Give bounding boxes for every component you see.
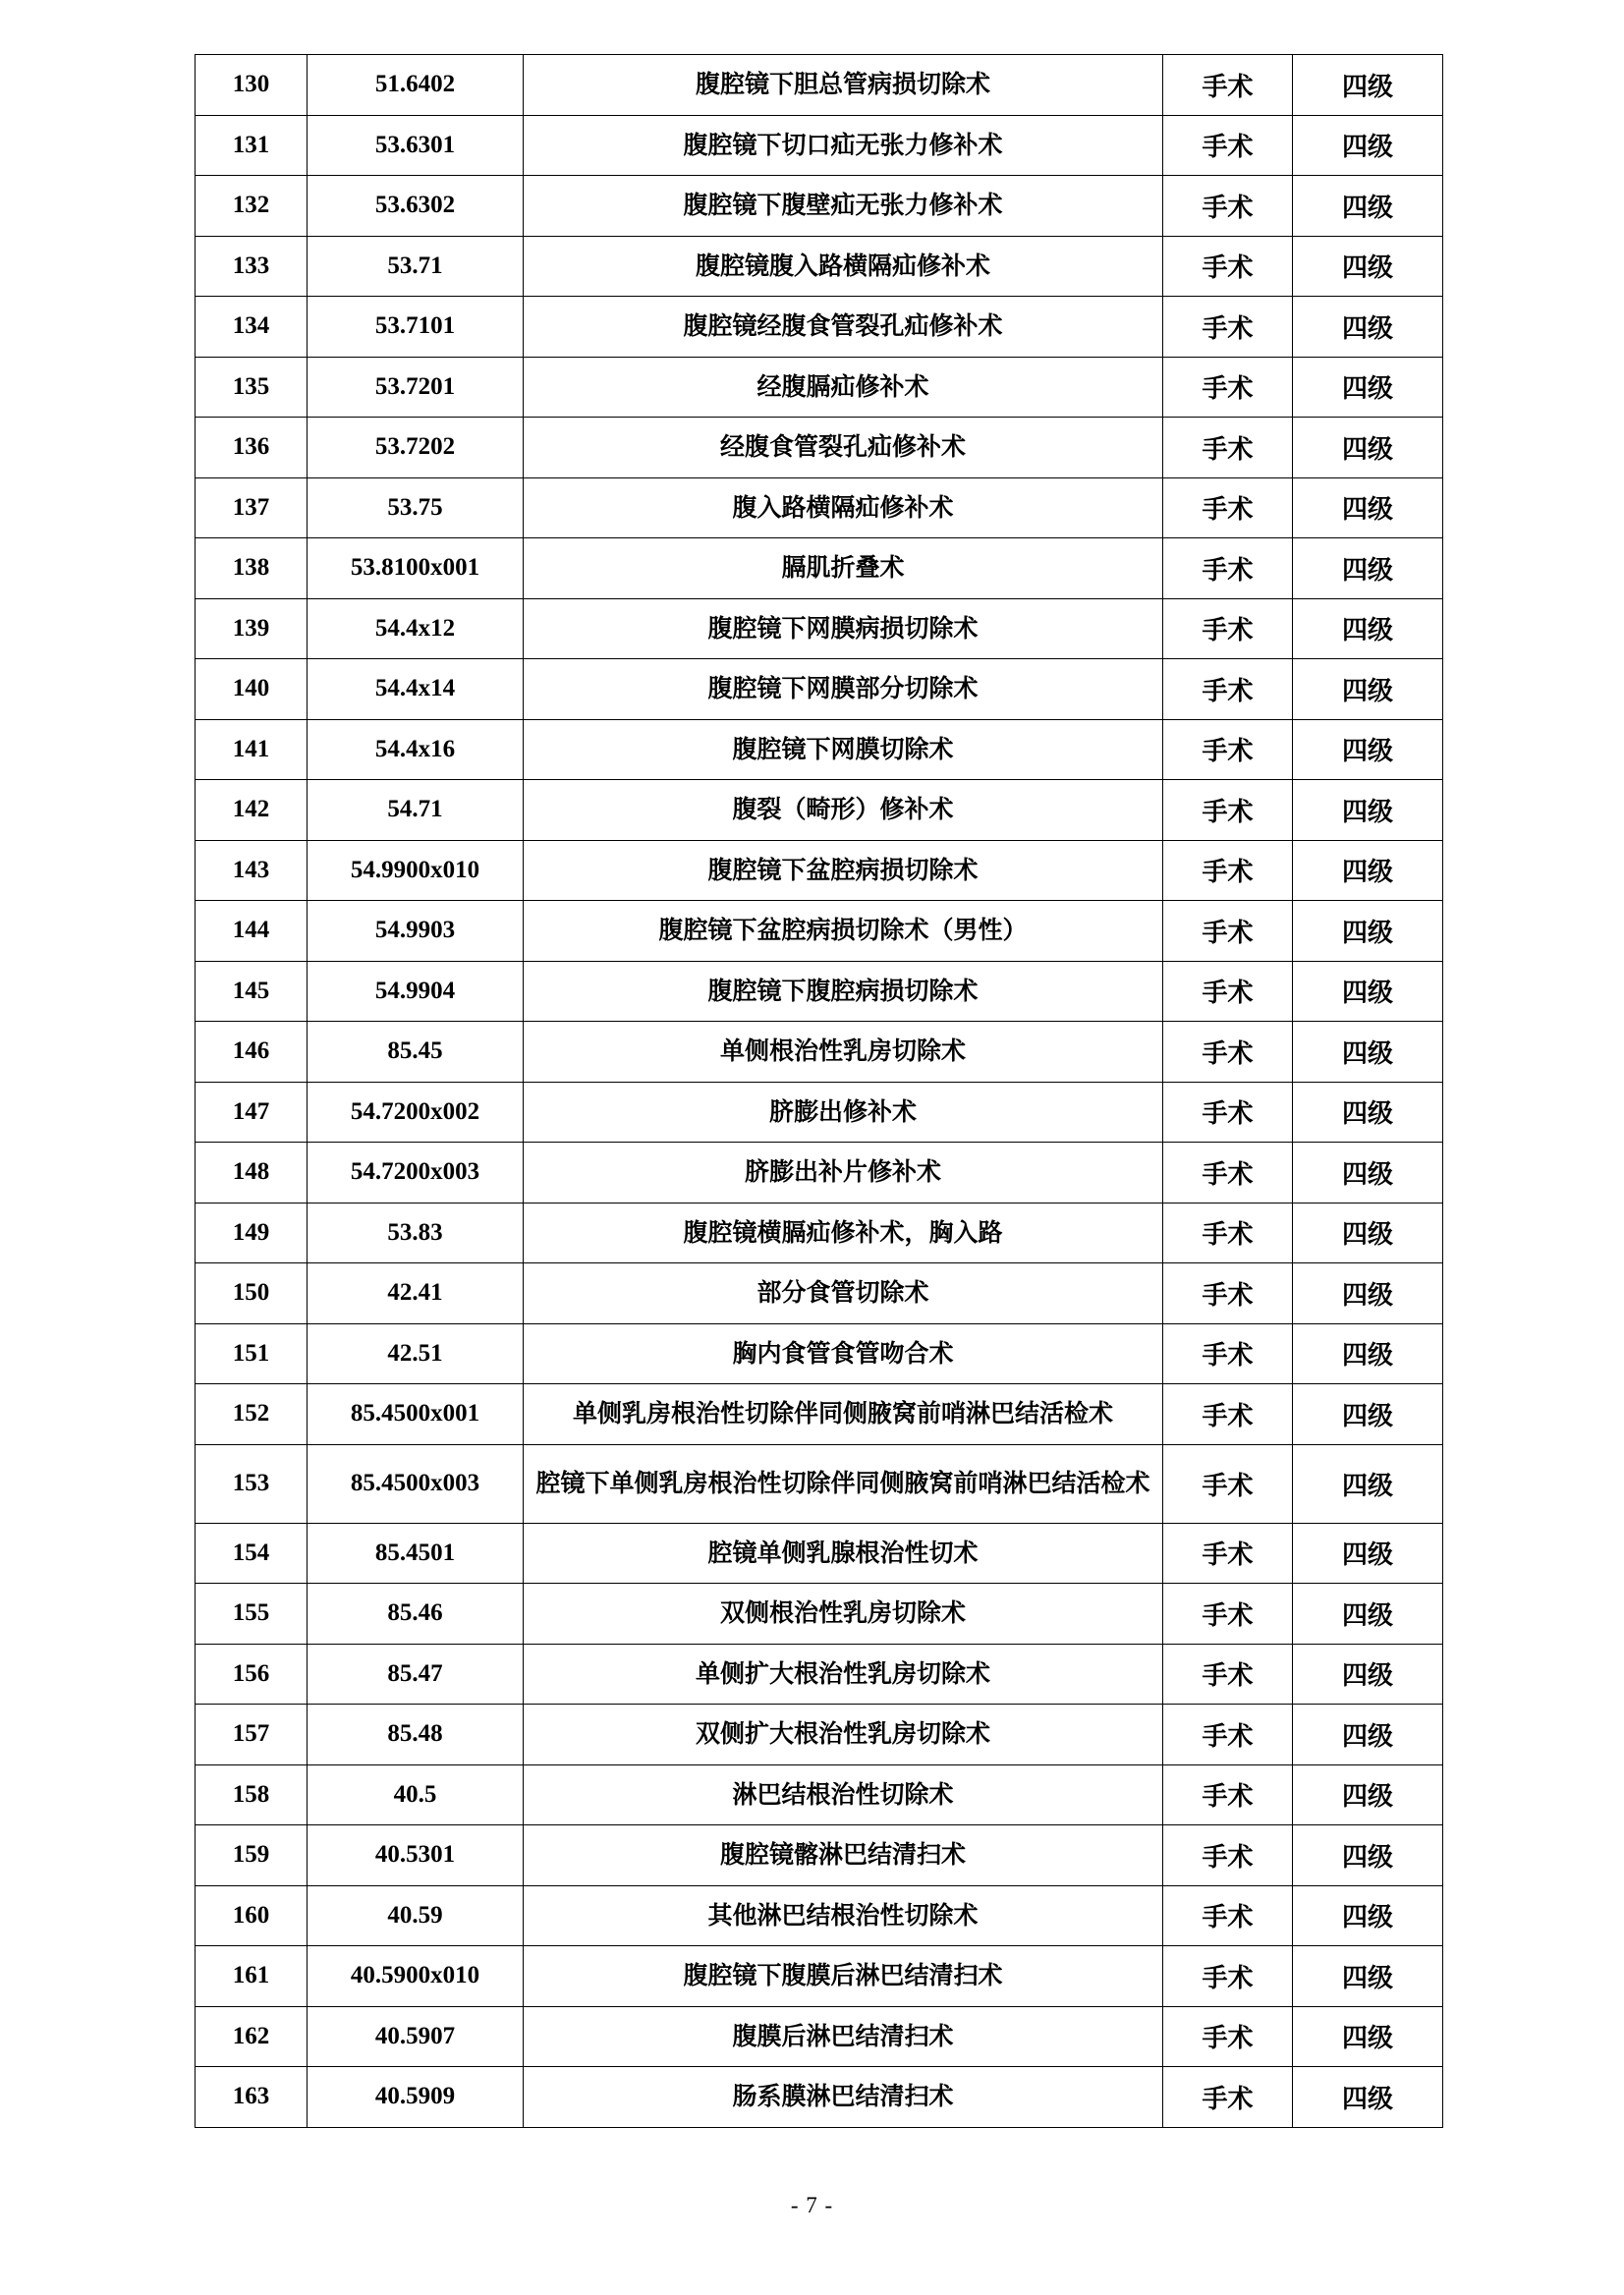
procedure-code-cell: 54.71 [308, 780, 524, 841]
procedure-code-cell: 54.9904 [308, 961, 524, 1022]
procedure-type-cell: 手术 [1163, 418, 1293, 478]
procedure-code-cell: 85.4501 [308, 1523, 524, 1584]
row-number-cell: 155 [196, 1584, 308, 1645]
procedure-code-cell: 53.7202 [308, 418, 524, 478]
row-number-cell: 141 [196, 719, 308, 780]
procedure-level-cell: 四级 [1293, 901, 1443, 962]
row-number-cell: 150 [196, 1263, 308, 1324]
table-row [196, 901, 1443, 962]
procedure-code-cell: 40.5 [308, 1764, 524, 1825]
procedure-type-cell: 手术 [1163, 1082, 1293, 1143]
procedure-name-cell: 胸内食管食管吻合术 [524, 1323, 1163, 1384]
procedure-level-cell: 四级 [1293, 1022, 1443, 1083]
row-number-cell: 156 [196, 1644, 308, 1705]
procedure-level-cell: 四级 [1293, 1384, 1443, 1445]
table-row [196, 297, 1443, 358]
procedure-level-cell: 四级 [1293, 357, 1443, 418]
table-row [196, 1584, 1443, 1645]
procedure-level-cell: 四级 [1293, 1644, 1443, 1705]
procedure-level-cell: 四级 [1293, 1764, 1443, 1825]
procedure-level-cell: 四级 [1293, 1143, 1443, 1203]
row-number-cell: 138 [196, 538, 308, 599]
procedure-code-cell: 54.9900x010 [308, 840, 524, 901]
table-row [196, 2006, 1443, 2067]
procedure-name-cell: 腔镜下单侧乳房根治性切除伴同侧腋窝前哨淋巴结活检术 [524, 1444, 1163, 1523]
procedure-type-cell: 手术 [1163, 901, 1293, 962]
row-number-cell: 160 [196, 1885, 308, 1946]
row-number-cell: 145 [196, 961, 308, 1022]
row-number-cell: 153 [196, 1444, 308, 1523]
table-row [196, 1323, 1443, 1384]
procedure-level-cell: 四级 [1293, 1584, 1443, 1645]
procedure-code-cell: 53.8100x001 [308, 538, 524, 599]
procedure-name-cell: 腹腔镜横膈疝修补术，胸入路 [524, 1203, 1163, 1263]
procedure-level-cell: 四级 [1293, 1825, 1443, 1886]
table-row [196, 840, 1443, 901]
procedure-name-cell: 腹腔镜下腹腔病损切除术 [524, 961, 1163, 1022]
row-number-cell: 157 [196, 1705, 308, 1765]
row-number-cell: 161 [196, 1946, 308, 2007]
procedure-type-cell: 手术 [1163, 1885, 1293, 1946]
procedure-type-cell: 手术 [1163, 1323, 1293, 1384]
procedure-table-body [196, 55, 1443, 2128]
procedure-name-cell: 经腹食管裂孔疝修补术 [524, 418, 1163, 478]
row-number-cell: 152 [196, 1384, 308, 1445]
table-row [196, 1022, 1443, 1083]
procedure-level-cell: 四级 [1293, 2006, 1443, 2067]
procedure-level-cell: 四级 [1293, 55, 1443, 116]
procedure-name-cell: 腹腔镜经腹食管裂孔疝修补术 [524, 297, 1163, 358]
procedure-name-cell: 双侧扩大根治性乳房切除术 [524, 1705, 1163, 1765]
procedure-level-cell: 四级 [1293, 659, 1443, 720]
procedure-type-cell: 手术 [1163, 1644, 1293, 1705]
table-row [196, 236, 1443, 297]
procedure-code-cell: 42.51 [308, 1323, 524, 1384]
procedure-name-cell: 肠系膜淋巴结清扫术 [524, 2067, 1163, 2128]
procedure-type-cell: 手术 [1163, 477, 1293, 538]
table-row [196, 961, 1443, 1022]
row-number-cell: 139 [196, 598, 308, 659]
procedure-type-cell: 手术 [1163, 1764, 1293, 1825]
row-number-cell: 137 [196, 477, 308, 538]
procedure-name-cell: 腹腔镜下切口疝无张力修补术 [524, 115, 1163, 176]
procedure-type-cell: 手术 [1163, 659, 1293, 720]
procedure-type-cell: 手术 [1163, 176, 1293, 237]
table-row [196, 477, 1443, 538]
table-row [196, 1263, 1443, 1324]
procedure-level-cell: 四级 [1293, 598, 1443, 659]
procedure-level-cell: 四级 [1293, 1444, 1443, 1523]
procedure-name-cell: 单侧根治性乳房切除术 [524, 1022, 1163, 1083]
row-number-cell: 142 [196, 780, 308, 841]
row-number-cell: 154 [196, 1523, 308, 1584]
table-row [196, 598, 1443, 659]
procedure-type-cell: 手术 [1163, 1825, 1293, 1886]
table-row [196, 2067, 1443, 2128]
procedure-code-cell: 54.4x14 [308, 659, 524, 720]
row-number-cell: 158 [196, 1764, 308, 1825]
procedure-code-cell: 53.83 [308, 1203, 524, 1263]
procedure-name-cell: 脐膨出修补术 [524, 1082, 1163, 1143]
procedure-name-cell: 其他淋巴结根治性切除术 [524, 1885, 1163, 1946]
procedure-name-cell: 腹腔镜髂淋巴结清扫术 [524, 1825, 1163, 1886]
row-number-cell: 140 [196, 659, 308, 720]
procedure-name-cell: 腹入路横隔疝修补术 [524, 477, 1163, 538]
row-number-cell: 136 [196, 418, 308, 478]
procedure-code-cell: 54.7200x002 [308, 1082, 524, 1143]
procedure-name-cell: 腔镜单侧乳腺根治性切术 [524, 1523, 1163, 1584]
table-row [196, 719, 1443, 780]
procedure-level-cell: 四级 [1293, 719, 1443, 780]
procedure-type-cell: 手术 [1163, 780, 1293, 841]
row-number-cell: 148 [196, 1143, 308, 1203]
procedure-code-cell: 40.5301 [308, 1825, 524, 1886]
row-number-cell: 133 [196, 236, 308, 297]
procedure-level-cell: 四级 [1293, 1946, 1443, 2007]
procedure-level-cell: 四级 [1293, 1082, 1443, 1143]
table-row [196, 1143, 1443, 1203]
table-row [196, 1885, 1443, 1946]
procedure-code-cell: 53.7101 [308, 297, 524, 358]
procedure-name-cell: 腹腔镜下胆总管病损切除术 [524, 55, 1163, 116]
table-row [196, 55, 1443, 116]
procedure-name-cell: 腹腔镜下网膜病损切除术 [524, 598, 1163, 659]
row-number-cell: 149 [196, 1203, 308, 1263]
table-row [196, 1384, 1443, 1445]
table-row [196, 1764, 1443, 1825]
procedure-level-cell: 四级 [1293, 1523, 1443, 1584]
procedure-name-cell: 腹腔镜下腹膜后淋巴结清扫术 [524, 1946, 1163, 2007]
procedure-level-cell: 四级 [1293, 780, 1443, 841]
procedure-table [195, 54, 1443, 2128]
row-number-cell: 135 [196, 357, 308, 418]
procedure-level-cell: 四级 [1293, 1323, 1443, 1384]
procedure-code-cell: 54.4x12 [308, 598, 524, 659]
procedure-name-cell: 腹腔镜腹入路横隔疝修补术 [524, 236, 1163, 297]
procedure-level-cell: 四级 [1293, 176, 1443, 237]
row-number-cell: 131 [196, 115, 308, 176]
procedure-level-cell: 四级 [1293, 418, 1443, 478]
table-row [196, 418, 1443, 478]
procedure-type-cell: 手术 [1163, 2067, 1293, 2128]
table-row [196, 1082, 1443, 1143]
procedure-code-cell: 53.6301 [308, 115, 524, 176]
table-row [196, 176, 1443, 237]
procedure-type-cell: 手术 [1163, 1705, 1293, 1765]
row-number-cell: 130 [196, 55, 308, 116]
procedure-name-cell: 膈肌折叠术 [524, 538, 1163, 599]
procedure-type-cell: 手术 [1163, 1584, 1293, 1645]
procedure-type-cell: 手术 [1163, 538, 1293, 599]
procedure-name-cell: 腹膜后淋巴结清扫术 [524, 2006, 1163, 2067]
procedure-type-cell: 手术 [1163, 1946, 1293, 2007]
procedure-code-cell: 85.4500x003 [308, 1444, 524, 1523]
procedure-code-cell: 40.5909 [308, 2067, 524, 2128]
row-number-cell: 147 [196, 1082, 308, 1143]
procedure-type-cell: 手术 [1163, 115, 1293, 176]
table-row [196, 357, 1443, 418]
procedure-level-cell: 四级 [1293, 840, 1443, 901]
procedure-name-cell: 单侧乳房根治性切除伴同侧腋窝前哨淋巴结活检术 [524, 1384, 1163, 1445]
procedure-code-cell: 54.4x16 [308, 719, 524, 780]
procedure-level-cell: 四级 [1293, 1203, 1443, 1263]
table-row [196, 1644, 1443, 1705]
procedure-name-cell: 腹腔镜下网膜切除术 [524, 719, 1163, 780]
row-number-cell: 134 [196, 297, 308, 358]
procedure-level-cell: 四级 [1293, 961, 1443, 1022]
procedure-code-cell: 53.75 [308, 477, 524, 538]
procedure-code-cell: 40.59 [308, 1885, 524, 1946]
procedure-type-cell: 手术 [1163, 357, 1293, 418]
table-row [196, 115, 1443, 176]
procedure-type-cell: 手术 [1163, 1523, 1293, 1584]
procedure-name-cell: 经腹膈疝修补术 [524, 357, 1163, 418]
procedure-code-cell: 42.41 [308, 1263, 524, 1324]
procedure-type-cell: 手术 [1163, 1263, 1293, 1324]
table-row [196, 1705, 1443, 1765]
table-row [196, 1825, 1443, 1886]
procedure-code-cell: 85.4500x001 [308, 1384, 524, 1445]
procedure-level-cell: 四级 [1293, 297, 1443, 358]
table-row [196, 538, 1443, 599]
procedure-type-cell: 手术 [1163, 961, 1293, 1022]
table-row [196, 659, 1443, 720]
table-row [196, 1523, 1443, 1584]
procedure-code-cell: 54.7200x003 [308, 1143, 524, 1203]
procedure-type-cell: 手术 [1163, 1384, 1293, 1445]
procedure-name-cell: 淋巴结根治性切除术 [524, 1764, 1163, 1825]
procedure-name-cell: 腹裂（畸形）修补术 [524, 780, 1163, 841]
table-row [196, 1444, 1443, 1523]
procedure-level-cell: 四级 [1293, 1705, 1443, 1765]
procedure-type-cell: 手术 [1163, 840, 1293, 901]
row-number-cell: 146 [196, 1022, 308, 1083]
procedure-level-cell: 四级 [1293, 477, 1443, 538]
procedure-code-cell: 40.5907 [308, 2006, 524, 2067]
procedure-level-cell: 四级 [1293, 2067, 1443, 2128]
procedure-name-cell: 单侧扩大根治性乳房切除术 [524, 1644, 1163, 1705]
procedure-type-cell: 手术 [1163, 1203, 1293, 1263]
procedure-level-cell: 四级 [1293, 115, 1443, 176]
procedure-code-cell: 85.46 [308, 1584, 524, 1645]
procedure-code-cell: 53.6302 [308, 176, 524, 237]
procedure-level-cell: 四级 [1293, 236, 1443, 297]
procedure-type-cell: 手术 [1163, 297, 1293, 358]
procedure-code-cell: 51.6402 [308, 55, 524, 116]
page-number: - 7 - [790, 2193, 834, 2217]
row-number-cell: 163 [196, 2067, 308, 2128]
row-number-cell: 151 [196, 1323, 308, 1384]
procedure-name-cell: 脐膨出补片修补术 [524, 1143, 1163, 1203]
procedure-code-cell: 85.47 [308, 1644, 524, 1705]
row-number-cell: 132 [196, 176, 308, 237]
row-number-cell: 162 [196, 2006, 308, 2067]
row-number-cell: 159 [196, 1825, 308, 1886]
procedure-code-cell: 85.45 [308, 1022, 524, 1083]
procedure-name-cell: 腹腔镜下盆腔病损切除术 [524, 840, 1163, 901]
procedure-type-cell: 手术 [1163, 1444, 1293, 1523]
table-row [196, 1946, 1443, 2007]
row-number-cell: 144 [196, 901, 308, 962]
row-number-cell: 143 [196, 840, 308, 901]
procedure-type-cell: 手术 [1163, 598, 1293, 659]
table-row [196, 780, 1443, 841]
procedure-level-cell: 四级 [1293, 1885, 1443, 1946]
procedure-type-cell: 手术 [1163, 236, 1293, 297]
procedure-code-cell: 54.9903 [308, 901, 524, 962]
procedure-type-cell: 手术 [1163, 719, 1293, 780]
procedure-code-cell: 85.48 [308, 1705, 524, 1765]
procedure-name-cell: 腹腔镜下盆腔病损切除术（男性） [524, 901, 1163, 962]
procedure-code-cell: 40.5900x010 [308, 1946, 524, 2007]
procedure-code-cell: 53.71 [308, 236, 524, 297]
procedure-type-cell: 手术 [1163, 55, 1293, 116]
procedure-type-cell: 手术 [1163, 1143, 1293, 1203]
procedure-name-cell: 双侧根治性乳房切除术 [524, 1584, 1163, 1645]
procedure-name-cell: 腹腔镜下网膜部分切除术 [524, 659, 1163, 720]
procedure-level-cell: 四级 [1293, 1263, 1443, 1324]
table-row [196, 1203, 1443, 1263]
procedure-type-cell: 手术 [1163, 2006, 1293, 2067]
procedure-name-cell: 腹腔镜下腹壁疝无张力修补术 [524, 176, 1163, 237]
procedure-level-cell: 四级 [1293, 538, 1443, 599]
procedure-type-cell: 手术 [1163, 1022, 1293, 1083]
procedure-name-cell: 部分食管切除术 [524, 1263, 1163, 1324]
procedure-code-cell: 53.7201 [308, 357, 524, 418]
